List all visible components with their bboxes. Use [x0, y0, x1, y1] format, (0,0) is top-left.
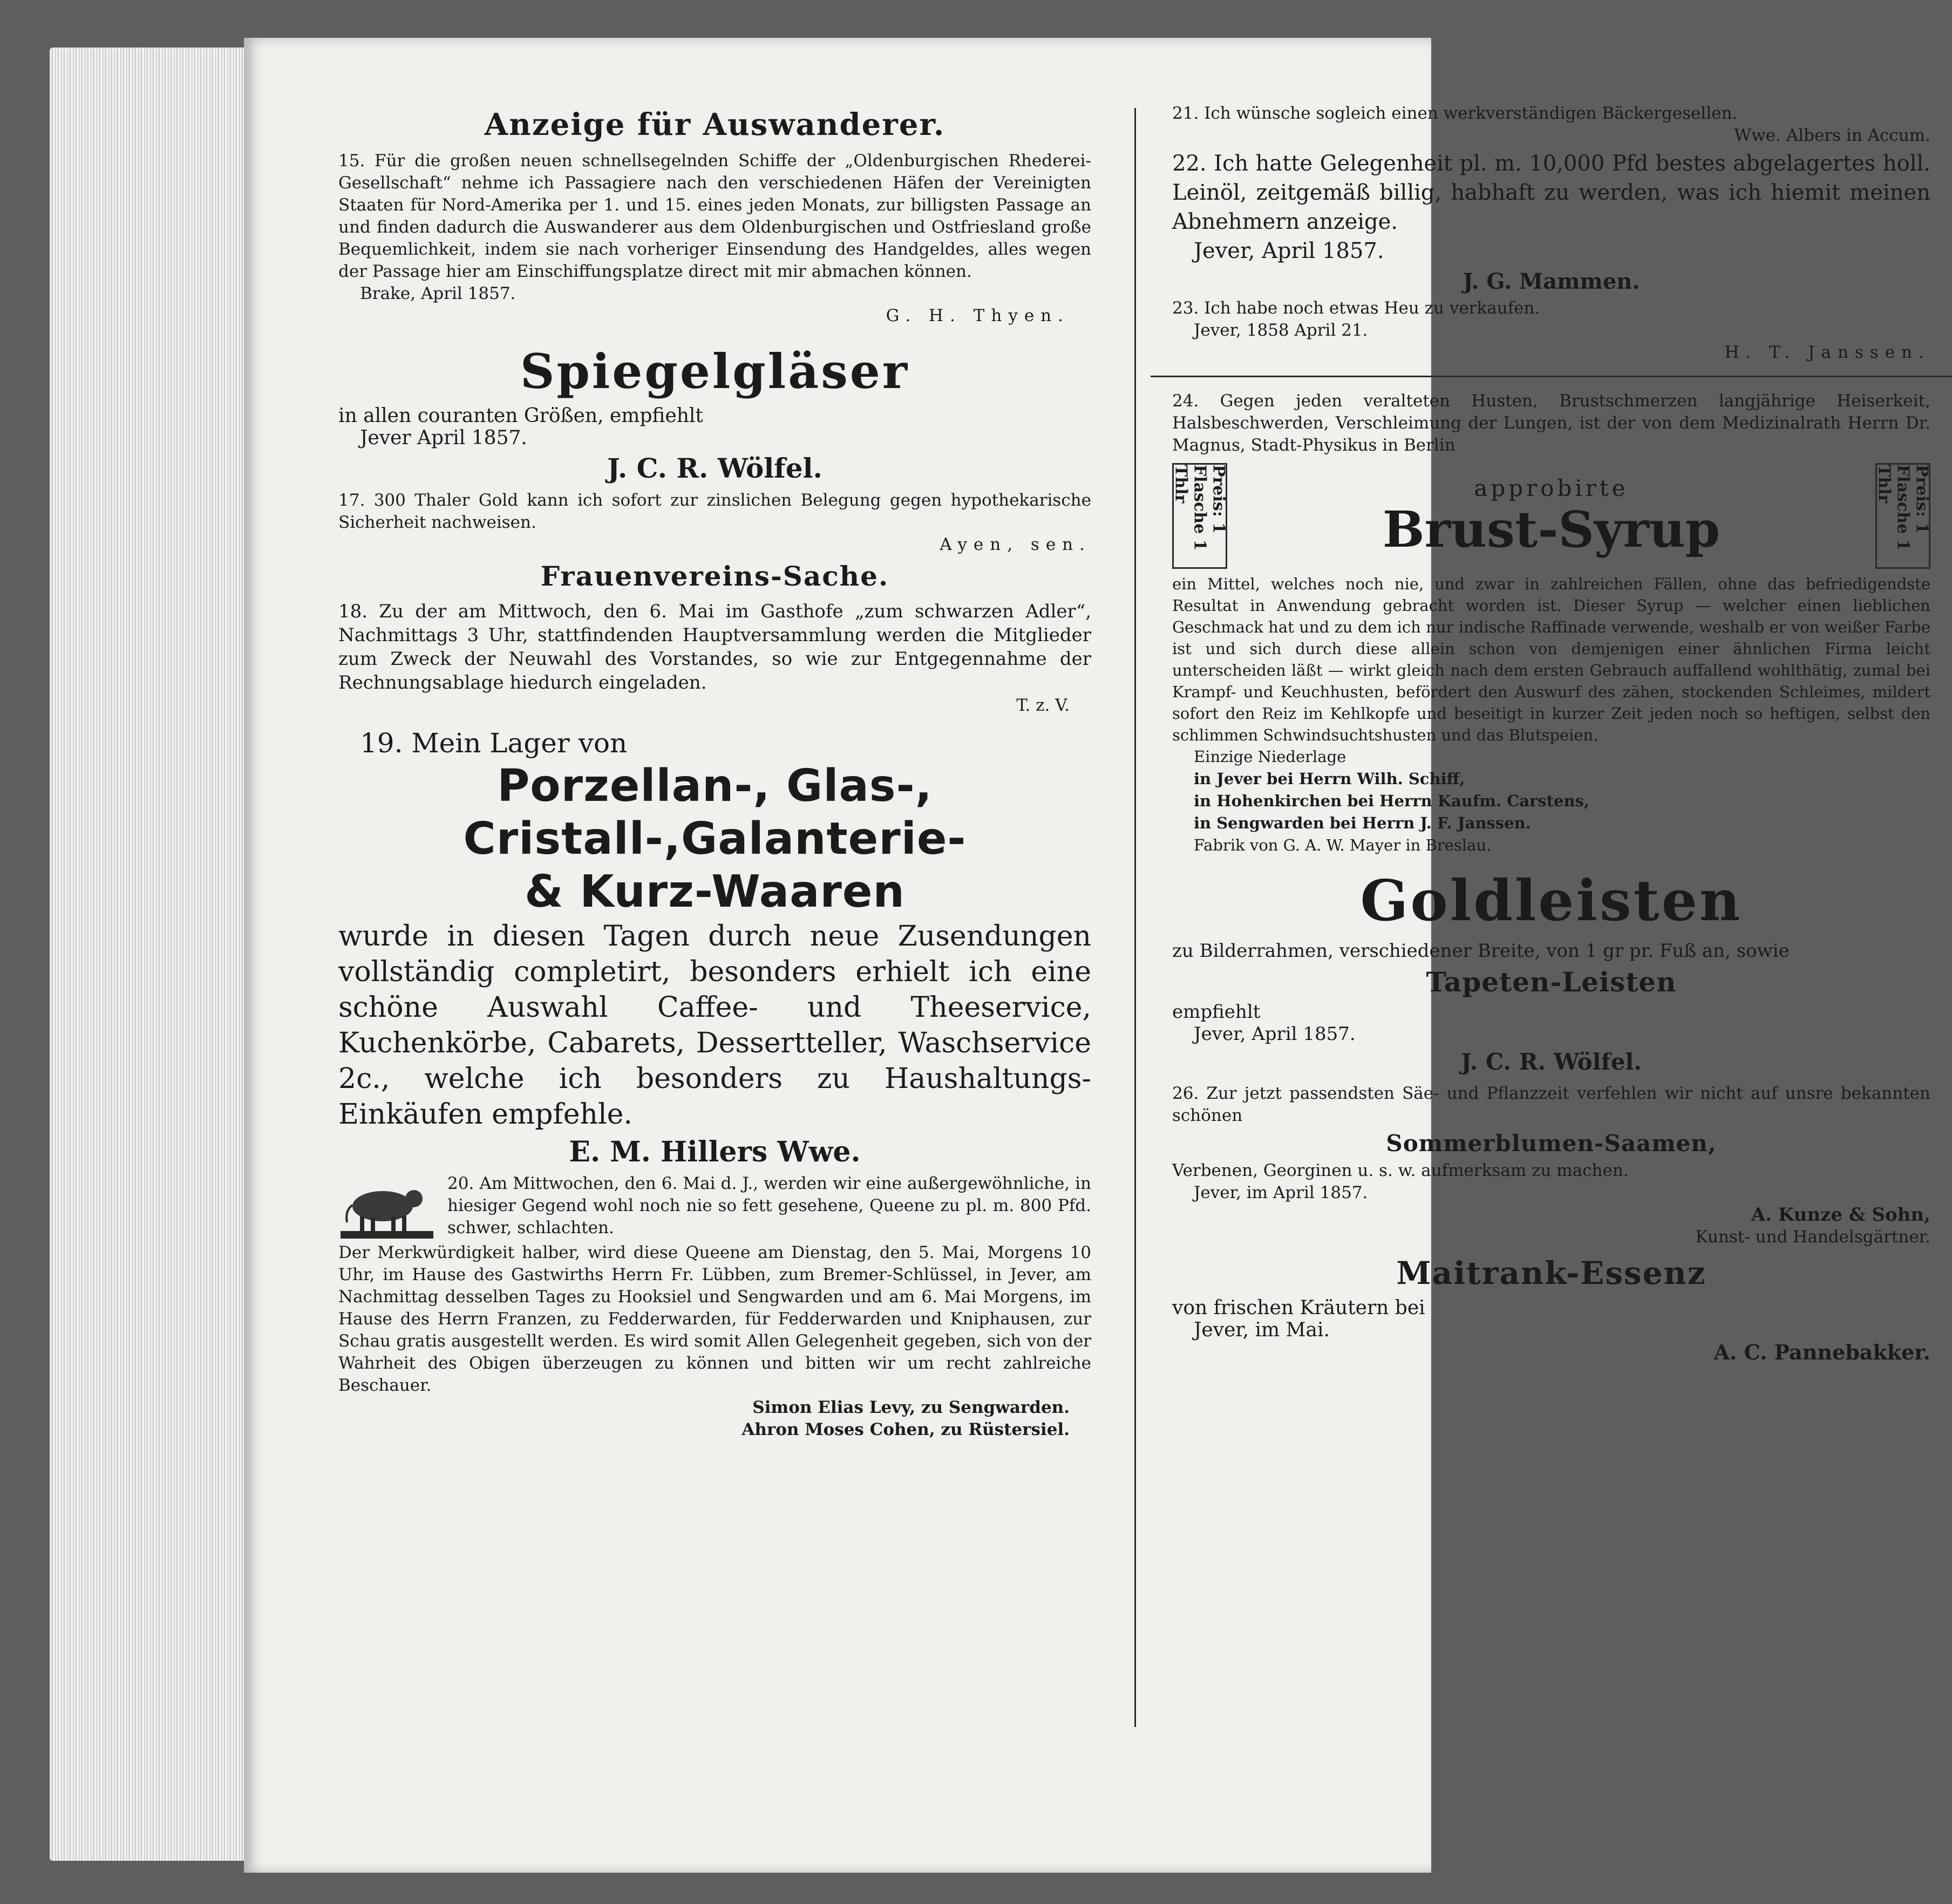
ad-24-depot-3: in Sengwarden bei Herrn J. F. Janssen.: [1194, 814, 1531, 832]
ad-18-signature: T. z. V.: [1016, 696, 1070, 715]
syrup-title: [1227, 475, 1875, 557]
ad-22: [1172, 149, 1930, 294]
ox-icon: [338, 1173, 436, 1242]
ad-21-text: 21. Ich wünsche sogleich einen werkverständigen Bäckergesellen.: [1172, 104, 1738, 123]
ad-15-place: Brake, April 1857.: [360, 284, 516, 303]
ad-19-intro: 19. Mein Lager von: [360, 727, 628, 759]
ad-26-signature-2: Kunst- und Handelsgärtner.: [1695, 1227, 1930, 1247]
ad-19: [338, 726, 1091, 1168]
ad-19-title-2: Cristall-,Galanterie-: [463, 813, 967, 865]
ad-24-depot-1: in Jever bei Herrn Wilh. Schiff,: [1194, 770, 1465, 788]
ad-21: [1172, 103, 1930, 147]
ad-15-heading: Anzeige für Auswanderer.: [484, 107, 946, 142]
ad-25-subheading: Tapeten-Leisten: [1426, 966, 1677, 998]
ad-23: [1172, 297, 1930, 364]
ad-24-depot: Einzige Niederlage: [1194, 747, 1346, 766]
horizontal-rule: [1151, 376, 1952, 377]
price-label-right: Preis: 1 Flasche 1 Thlr: [1874, 465, 1931, 551]
ad-17: [338, 489, 1091, 556]
ad-22-place: Jever, April 1857.: [1194, 239, 1384, 263]
ad-18: [338, 560, 1091, 717]
ad-25-heading: Goldleisten: [1360, 867, 1743, 934]
ad-24-depot-2: in Hohenkirchen bei Herrn Kaufm. Carstens,: [1194, 792, 1590, 810]
ad-20: [338, 1173, 1091, 1441]
syrup-approbirte: approbirte: [1474, 474, 1629, 501]
price-box-left: [1172, 463, 1227, 569]
ad-25-signature: J. C. R. Wölfel.: [1460, 1049, 1642, 1075]
ad-23-place: Jever, 1858 April 21.: [1194, 321, 1368, 340]
ad-16: [338, 343, 1091, 484]
ad-17-text: 17. 300 Thaler Gold kann ich sofort zur zinslichen Belegung gegen hypothekarische Sicherheit nachweisen.: [338, 491, 1091, 532]
ad-16-signature: J. C. R. Wölfel.: [607, 452, 822, 484]
ad-19-signature: E. M. Hillers Wwe.: [569, 1135, 861, 1168]
ad-20-signature-1: Simon Elias Levy, zu Sengwarden.: [752, 1398, 1070, 1417]
book-page-edges: [50, 47, 255, 1861]
ad-20-text1: 20. Am Mittwochen, den 6. Mai d. J., werden wir eine außergewöhnliche, in hiesiger Gegend wohl noch nie so fett gesehene, Queene zu pl. m. 800 Pfd. schwer, schlachten.: [447, 1174, 1091, 1237]
ad-22-signature: J. G. Mammen.: [1463, 269, 1640, 294]
ad-20-text2: Der Merkwürdigkeit halber, wird diese Queene am Dienstag, den 5. Mai, Morgens 10 Uhr, im Hause des Gastwirths Herrn Fr. Lübben, zum Bremer-Schlüssel, in Jever, am Nachmittag desselben Tages zu Hooksiel und Sengwarden und am 6. Mai Morgens, im Hause des Herrn Franzen, zu Fedderwarden, für Fedderwarden und Kniphausen, zur Schau gratis ausgestellt werden. Es wird somit Allen Gelegenheit gegeben, sich von der Wahrheit des Obigen überzeugen zu können und bitten wir um recht zahlreiche Beschauer.: [338, 1243, 1091, 1395]
ad-20-header: [338, 1173, 1091, 1242]
ad-25-line2: Jever, April 1857.: [1194, 1023, 1356, 1045]
ad-16-heading: Spiegelgläser: [520, 343, 910, 399]
ad-18-text: 18. Zu der am Mittwoch, den 6. Mai im Gasthofe „zum schwarzen Adler“, Nachmittags 3 Uhr, stattfindenden Hauptversammlung werden die Mitglieder zum Zweck der Neuwahl des Vorstandes, so wie zur Entgegennahme der Rechnungsablage hiedurch eingeladen.: [338, 601, 1091, 693]
ad-15: [338, 107, 1091, 327]
brust-syrup-banner: [1172, 463, 1930, 569]
ad-27-line2: Jever, im Mai.: [1194, 1319, 1330, 1341]
ad-25: [1172, 867, 1930, 1075]
ad-20-signature-2: Ahron Moses Cohen, zu Rüstersiel.: [742, 1420, 1070, 1439]
ad-27: [1172, 1255, 1930, 1363]
ad-27-signature: A. C. Pannebakker.: [1713, 1340, 1930, 1364]
ad-24: [1172, 390, 1930, 856]
ad-24-text1: 24. Gegen jeden veralteten Husten, Brustschmerzen langjährige Heiserkeit, Halsbeschwerden, Verschleimung der Lungen, ist der von dem Medizinalrath Herrn Dr. Magnus, Stadt-Physikus in Berlin: [1172, 391, 1930, 455]
ad-22-text: 22. Ich hatte Gelegenheit pl. m. 10,000 Pfd bestes abgelagertes holl. Leinöl, zeitgemäß billig, habhaft zu werden, was ich hiemit meinen Abnehmern anzeige.: [1172, 151, 1930, 234]
ad-26-subheading: Sommerblumen-Saamen,: [1386, 1130, 1717, 1157]
ad-26-signature: A. Kunze & Sohn,: [1751, 1204, 1930, 1226]
ad-15-text: 15. Für die großen neuen schnellsegelnden Schiffe der „Oldenburgischen Rhederei-Gesellschaft“ nehme ich Passagiere nach den verschiedenen Häfen der Vereinigten Staaten für Nord-Amerika per 1. und 15. eines jeden Monats, zur billigsten Passage an und finden dadurch die Auswanderer aus dem Oldenburgischen und Ostfriesland große Bequemlichkeit, indem sie nach vorheriger Einsendung des Handgeldes, alles wegen der Passage hier am Einschiffungsplatze direct mit mir abmachen können.: [338, 151, 1091, 281]
ad-16-line1: in allen couranten Größen, empfiehlt: [338, 405, 703, 427]
ad-15-signature: G. H. Thyen.: [886, 306, 1070, 325]
ad-24-text2: ein Mittel, welches noch nie, und zwar in zahlreichen Fällen, ohne das befriedigendste Resultat in Anwendung gebracht worden ist. Dieser Syrup — welcher einen lieblichen Geschmack hat und zu dem ich nur indische Raffinade verwende, weshalb er von weißer Farbe ist und sich durch diese allein schon von demjenigen einer ähnlichen Firma leicht unterscheiden läßt — wirkt gleich nach dem ersten Gebrauch auffallend wohlthätig, zumal bei Krampf- und Keuchhusten, befördert den Auswurf des zähen, stockenden Schleimes, mildert sofort den Reiz im Kehlkopfe und beseitigt in kurzer Zeit jeden noch so heftigen, selbst den schlimmen Schwindsuchtshusten und das Blutspeien.: [1172, 575, 1930, 744]
price-box-right: [1875, 463, 1930, 569]
price-label-left: Preis: 1 Flasche 1 Thlr: [1171, 465, 1228, 551]
ad-25-line1: empfiehlt: [1172, 1001, 1261, 1023]
column-divider: [1134, 108, 1136, 1727]
ad-19-title-1: Porzellan-, Glas-,: [497, 760, 933, 812]
ad-24-fabrik: Fabrik von G. A. W. Mayer in Breslau.: [1194, 836, 1492, 854]
ad-27-line1: von frischen Kräutern bei: [1172, 1297, 1425, 1319]
ad-19-text: wurde in diesen Tagen durch neue Zusendungen vollständig completirt, besonders erhielt ich eine schöne Auswahl Caffee- und Theeservice, Kuchenkörbe, Cabarets, Dessertteller, Waschservice 2c., welche ich besonders zu Haushaltungs-Einkäufen empfehle.: [338, 920, 1091, 1131]
ad-23-text: 23. Ich habe noch etwas Heu zu verkaufen.: [1172, 298, 1540, 318]
ad-25-text: zu Bilderrahmen, verschiedener Breite, von 1 gr pr. Fuß an, sowie: [1172, 940, 1790, 962]
left-column: [338, 103, 1091, 1441]
right-column: [1172, 103, 1930, 1363]
ad-27-heading: Maitrank-Essenz: [1396, 1255, 1706, 1291]
ad-16-line2: Jever April 1857.: [360, 427, 527, 449]
ad-19-title-3: & Kurz-Waaren: [525, 866, 905, 917]
ad-26-place: Jever, im April 1857.: [1194, 1183, 1368, 1202]
ad-18-heading: Frauenvereins-Sache.: [540, 560, 889, 592]
ad-17-signature: Ayen, sen.: [940, 535, 1091, 554]
ad-23-signature: H. T. Janssen.: [1724, 343, 1930, 362]
ad-21-signature: Wwe. Albers in Accum.: [1734, 126, 1930, 145]
syrup-name: Brust-Syrup: [1382, 500, 1720, 559]
newspaper-page: [244, 38, 1931, 1873]
ad-26-text2: Verbenen, Georginen u. s. w. aufmerksam zu machen.: [1172, 1161, 1629, 1180]
ad-26: [1172, 1083, 1930, 1248]
ad-26-text: 26. Zur jetzt passendsten Säe- und Pflanzzeit verfehlen wir nicht auf unsre bekannten schönen: [1172, 1084, 1930, 1125]
